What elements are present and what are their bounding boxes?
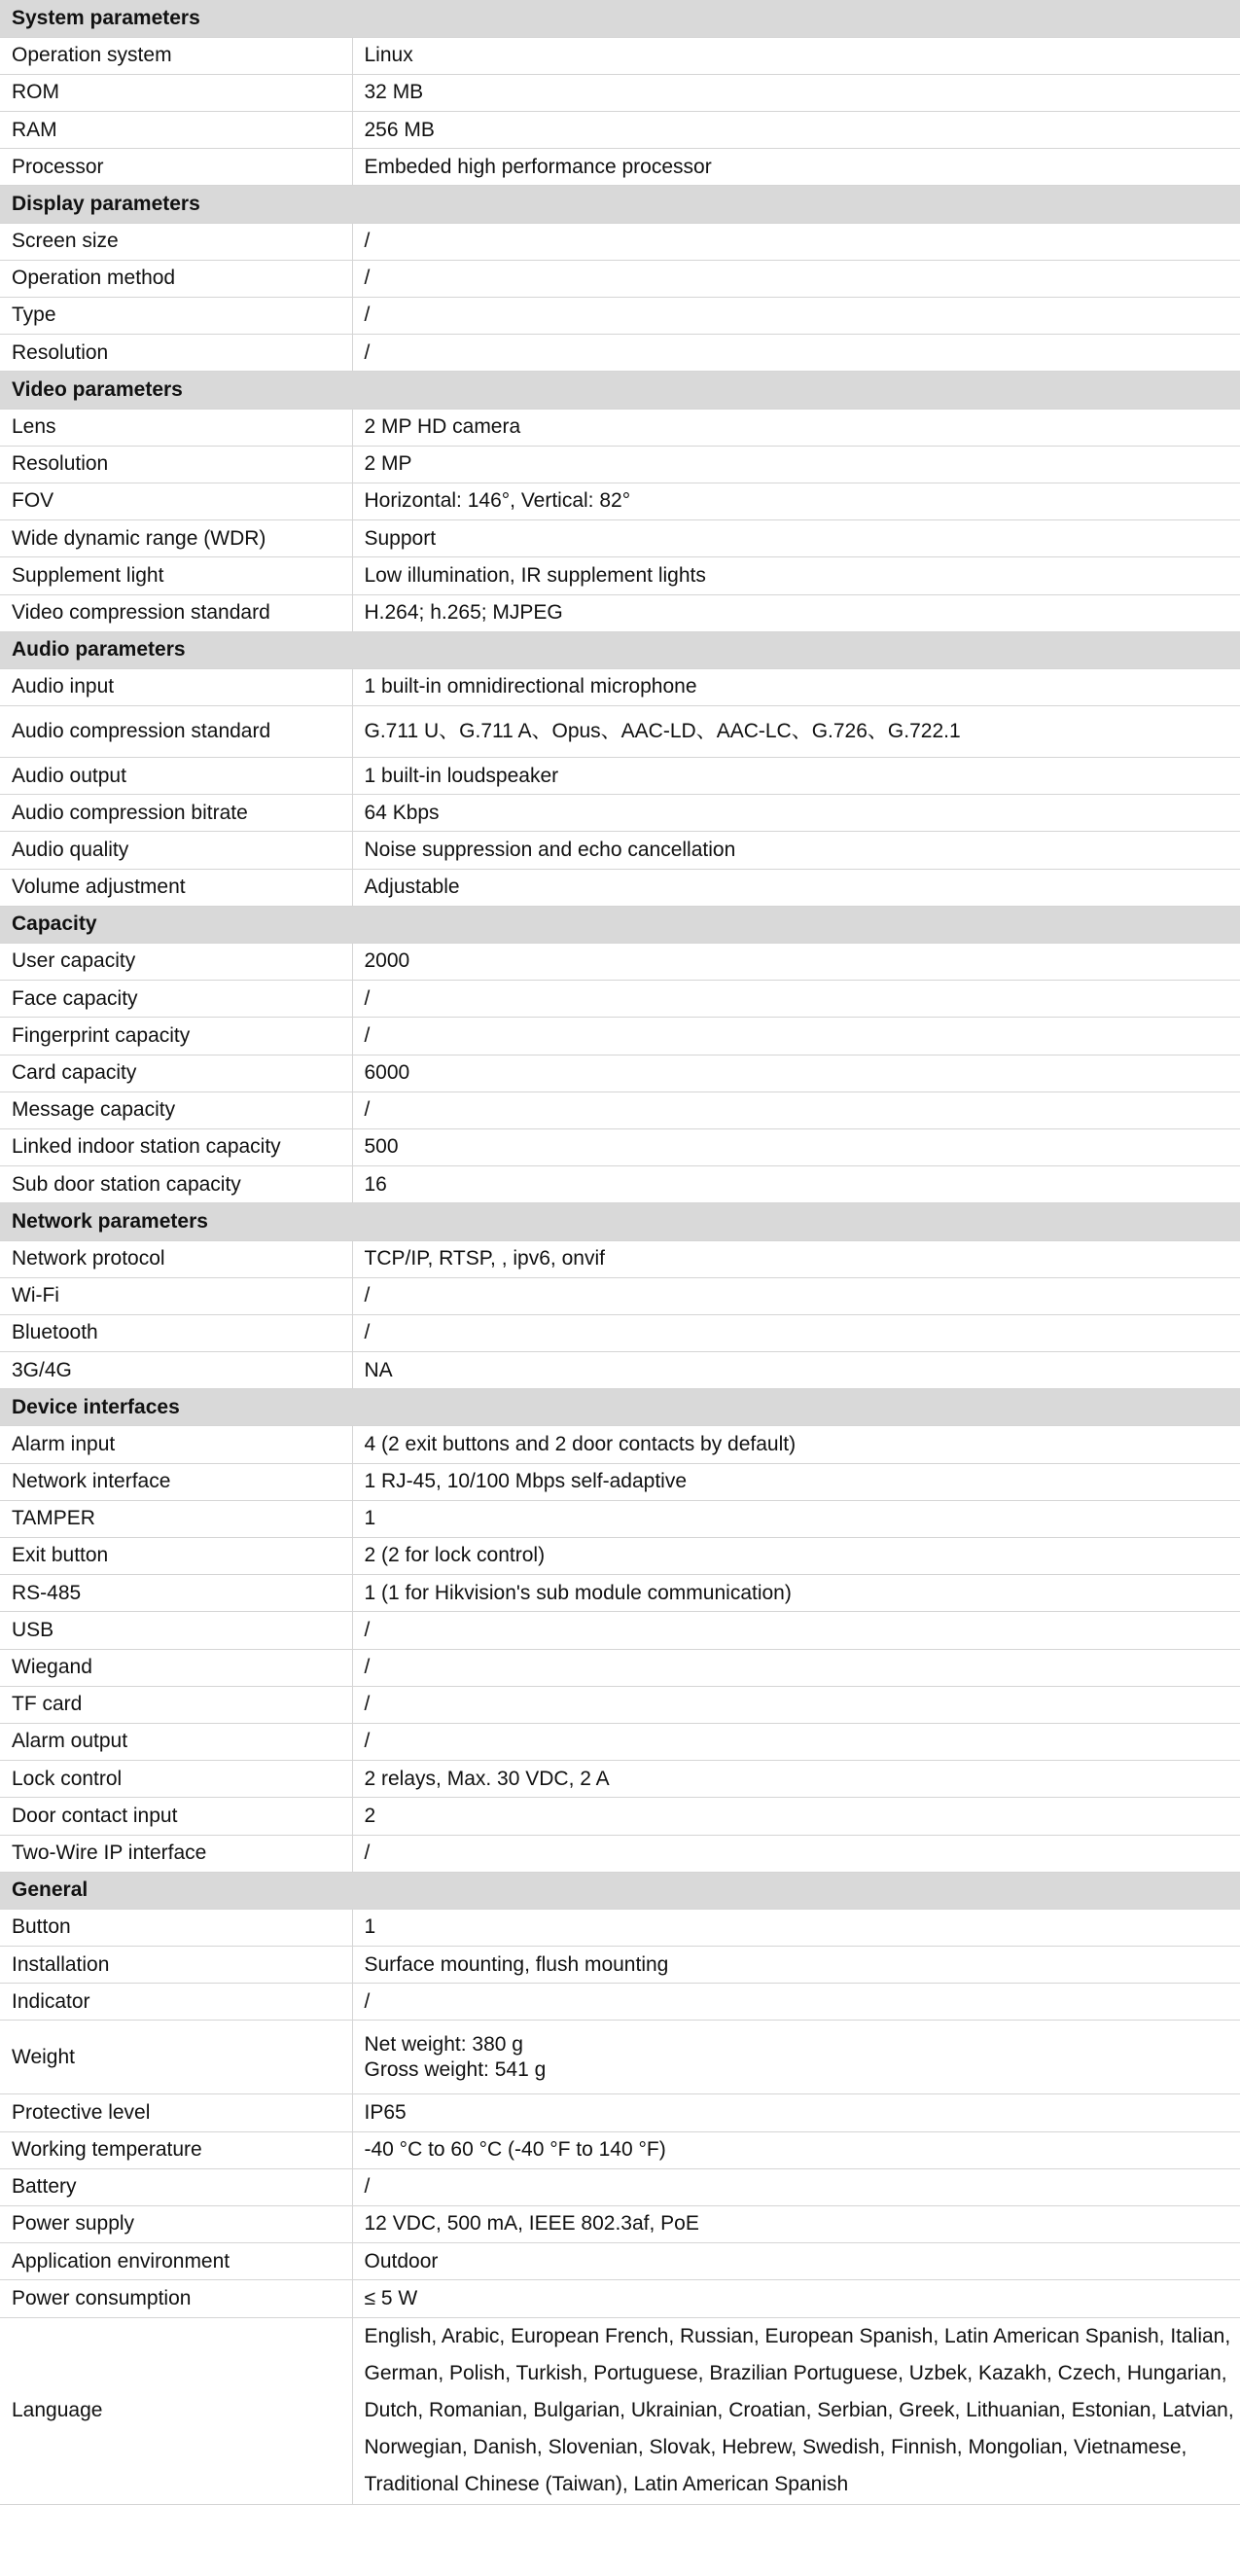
spec-row xyxy=(0,298,1240,335)
spec-label: FOV xyxy=(0,483,352,519)
spec-value: 16 xyxy=(352,1166,1240,1203)
spec-row xyxy=(0,1723,1240,1760)
spec-label: RS-485 xyxy=(0,1575,352,1612)
spec-label: Button xyxy=(0,1909,352,1946)
spec-label: Audio input xyxy=(0,668,352,705)
spec-value: 1 built-in loudspeaker xyxy=(352,758,1240,795)
spec-value: English, Arabic, European French, Russian, European Spanish, Latin American Spanish, Italian, German, Polish, Turkish, Portuguese, Brazilian Portuguese, Uzbek, Kazakh, Czech, Hungarian, Dutch, Romanian, Bulgarian, Ukrainian, Croatian, Serbian, Greek, Lithuanian, Estonian, Latvian, Norwegian, Danish, Slovenian, Slovak, Hebrew, Swedish, Finnish, Mongolian, Vietnamese, Traditional Chinese (Taiwan), Latin American Spanish xyxy=(352,2317,1240,2504)
spec-label: Wi-Fi xyxy=(0,1277,352,1314)
spec-label: USB xyxy=(0,1612,352,1649)
spec-row xyxy=(0,795,1240,832)
spec-value: TCP/IP, RTSP, , ipv6, onvif xyxy=(352,1240,1240,1277)
spec-value: NA xyxy=(352,1352,1240,1389)
spec-row xyxy=(0,2317,1240,2504)
spec-label: Battery xyxy=(0,2168,352,2205)
spec-label: Wiegand xyxy=(0,1649,352,1686)
spec-label: Volume adjustment xyxy=(0,869,352,906)
spec-value: Outdoor xyxy=(352,2243,1240,2280)
spec-label: Bluetooth xyxy=(0,1314,352,1351)
spec-row xyxy=(0,1761,1240,1798)
spec-row xyxy=(0,1538,1240,1575)
spec-value: 2 (2 for lock control) xyxy=(352,1538,1240,1575)
spec-label: Audio compression standard xyxy=(0,706,352,758)
spec-label: Lens xyxy=(0,409,352,446)
spec-row xyxy=(0,1500,1240,1537)
spec-label: Lock control xyxy=(0,1761,352,1798)
spec-value: Surface mounting, flush mounting xyxy=(352,1947,1240,1984)
spec-row xyxy=(0,1018,1240,1055)
spec-label: Message capacity xyxy=(0,1091,352,1128)
spec-value: 64 Kbps xyxy=(352,795,1240,832)
spec-row xyxy=(0,520,1240,557)
spec-row xyxy=(0,409,1240,446)
spec-label: RAM xyxy=(0,112,352,149)
spec-row xyxy=(0,112,1240,149)
spec-row xyxy=(0,1128,1240,1165)
spec-value: Noise suppression and echo cancellation xyxy=(352,832,1240,869)
section-title: Capacity xyxy=(0,906,1240,943)
spec-value: / xyxy=(352,1018,1240,1055)
spec-value-line: Net weight: 380 g xyxy=(364,2032,523,2056)
spec-value: / xyxy=(352,1649,1240,1686)
spec-value: / xyxy=(352,1723,1240,1760)
spec-label: Video compression standard xyxy=(0,594,352,631)
spec-row xyxy=(0,74,1240,111)
spec-value: / xyxy=(352,1984,1240,2021)
spec-row xyxy=(0,1426,1240,1463)
spec-value: / xyxy=(352,298,1240,335)
spec-label: Network protocol xyxy=(0,1240,352,1277)
spec-label: Indicator xyxy=(0,1984,352,2021)
spec-value: Embeded high performance processor xyxy=(352,149,1240,186)
spec-row xyxy=(0,1798,1240,1835)
spec-value: / xyxy=(352,223,1240,260)
spec-label: Screen size xyxy=(0,223,352,260)
spec-label: Operation method xyxy=(0,260,352,297)
spec-row xyxy=(0,1055,1240,1091)
section-header-row xyxy=(0,1389,1240,1426)
spec-value: Horizontal: 146°, Vertical: 82° xyxy=(352,483,1240,519)
spec-row xyxy=(0,1686,1240,1723)
spec-value: 2 MP xyxy=(352,446,1240,483)
spec-label: Application environment xyxy=(0,2243,352,2280)
spec-label: Network interface xyxy=(0,1463,352,1500)
spec-label: Sub door station capacity xyxy=(0,1166,352,1203)
section-title: Device interfaces xyxy=(0,1389,1240,1426)
spec-row xyxy=(0,223,1240,260)
spec-value: ≤ 5 W xyxy=(352,2280,1240,2317)
spec-value: 500 xyxy=(352,1128,1240,1165)
spec-row xyxy=(0,1166,1240,1203)
spec-value: H.264; h.265; MJPEG xyxy=(352,594,1240,631)
spec-row xyxy=(0,1091,1240,1128)
spec-value: / xyxy=(352,335,1240,372)
spec-row xyxy=(0,260,1240,297)
spec-label: Power supply xyxy=(0,2206,352,2243)
spec-label: Alarm output xyxy=(0,1723,352,1760)
spec-row xyxy=(0,2206,1240,2243)
spec-row xyxy=(0,981,1240,1018)
spec-label: Protective level xyxy=(0,2094,352,2131)
spec-row xyxy=(0,2243,1240,2280)
spec-label: Type xyxy=(0,298,352,335)
spec-value xyxy=(352,2021,1240,2094)
spec-row xyxy=(0,149,1240,186)
spec-label: Power consumption xyxy=(0,2280,352,2317)
spec-row xyxy=(0,557,1240,594)
spec-label: Audio compression bitrate xyxy=(0,795,352,832)
spec-row xyxy=(0,1463,1240,1500)
spec-value: 2 MP HD camera xyxy=(352,409,1240,446)
spec-value: 1 built-in omnidirectional microphone xyxy=(352,668,1240,705)
spec-value: 6000 xyxy=(352,1055,1240,1091)
spec-value: / xyxy=(352,1835,1240,1872)
spec-label: Resolution xyxy=(0,335,352,372)
spec-label: Audio quality xyxy=(0,832,352,869)
spec-label: Linked indoor station capacity xyxy=(0,1128,352,1165)
spec-label: Processor xyxy=(0,149,352,186)
spec-value: / xyxy=(352,260,1240,297)
spec-row xyxy=(0,668,1240,705)
spec-value: Support xyxy=(352,520,1240,557)
spec-row xyxy=(0,2168,1240,2205)
section-header-row xyxy=(0,906,1240,943)
spec-label: Operation system xyxy=(0,37,352,74)
spec-value: Low illumination, IR supplement lights xyxy=(352,557,1240,594)
spec-row xyxy=(0,944,1240,981)
spec-value: 32 MB xyxy=(352,74,1240,111)
spec-row xyxy=(0,1835,1240,1872)
spec-value: 1 xyxy=(352,1909,1240,1946)
spec-label: Exit button xyxy=(0,1538,352,1575)
spec-row xyxy=(0,1277,1240,1314)
spec-row xyxy=(0,1352,1240,1389)
spec-value: IP65 xyxy=(352,2094,1240,2131)
spec-row xyxy=(0,483,1240,519)
spec-value: 1 RJ-45, 10/100 Mbps self-adaptive xyxy=(352,1463,1240,1500)
spec-value-line: Gross weight: 541 g xyxy=(364,2057,547,2081)
spec-row xyxy=(0,1314,1240,1351)
spec-label: Door contact input xyxy=(0,1798,352,1835)
spec-value: -40 °C to 60 °C (-40 °F to 140 °F) xyxy=(352,2131,1240,2168)
spec-row xyxy=(0,2094,1240,2131)
spec-label: Language xyxy=(0,2317,352,2504)
spec-value: 1 xyxy=(352,1500,1240,1537)
spec-label: Resolution xyxy=(0,446,352,483)
spec-row xyxy=(0,1909,1240,1946)
section-title: Network parameters xyxy=(0,1203,1240,1240)
spec-value: / xyxy=(352,1314,1240,1351)
spec-value: / xyxy=(352,1686,1240,1723)
section-title: General xyxy=(0,1872,1240,1909)
spec-row xyxy=(0,869,1240,906)
spec-row xyxy=(0,2021,1240,2094)
spec-row xyxy=(0,832,1240,869)
spec-row xyxy=(0,446,1240,483)
section-header-row xyxy=(0,372,1240,409)
spec-value: 2000 xyxy=(352,944,1240,981)
spec-row xyxy=(0,1984,1240,2021)
section-title: Audio parameters xyxy=(0,631,1240,668)
spec-value: 4 (2 exit buttons and 2 door contacts by default) xyxy=(352,1426,1240,1463)
spec-label: Installation xyxy=(0,1947,352,1984)
spec-label: TF card xyxy=(0,1686,352,1723)
spec-label: 3G/4G xyxy=(0,1352,352,1389)
spec-row xyxy=(0,594,1240,631)
section-title: Video parameters xyxy=(0,372,1240,409)
spec-label: Alarm input xyxy=(0,1426,352,1463)
spec-label: Card capacity xyxy=(0,1055,352,1091)
spec-label: Two-Wire IP interface xyxy=(0,1835,352,1872)
spec-row xyxy=(0,1240,1240,1277)
spec-value: 1 (1 for Hikvision's sub module communication) xyxy=(352,1575,1240,1612)
spec-value: 2 relays, Max. 30 VDC, 2 A xyxy=(352,1761,1240,1798)
section-title: System parameters xyxy=(0,0,1240,37)
spec-row xyxy=(0,335,1240,372)
spec-row xyxy=(0,2131,1240,2168)
spec-row xyxy=(0,706,1240,758)
spec-value: 256 MB xyxy=(352,112,1240,149)
spec-value: G.711 U、G.711 A、Opus、AAC-LD、AAC-LC、G.726、G.722.1 xyxy=(352,706,1240,758)
spec-value: / xyxy=(352,1277,1240,1314)
spec-value: 12 VDC, 500 mA, IEEE 802.3af, PoE xyxy=(352,2206,1240,2243)
spec-label: User capacity xyxy=(0,944,352,981)
spec-label: TAMPER xyxy=(0,1500,352,1537)
spec-value: 2 xyxy=(352,1798,1240,1835)
spec-row xyxy=(0,1947,1240,1984)
spec-label: Face capacity xyxy=(0,981,352,1018)
spec-value: / xyxy=(352,2168,1240,2205)
section-header-row xyxy=(0,0,1240,37)
spec-label: Weight xyxy=(0,2021,352,2094)
spec-value: / xyxy=(352,1612,1240,1649)
spec-label: Wide dynamic range (WDR) xyxy=(0,520,352,557)
section-header-row xyxy=(0,1203,1240,1240)
section-header-row xyxy=(0,1872,1240,1909)
section-header-row xyxy=(0,186,1240,223)
spec-label: ROM xyxy=(0,74,352,111)
spec-row xyxy=(0,1649,1240,1686)
spec-row xyxy=(0,37,1240,74)
spec-label: Fingerprint capacity xyxy=(0,1018,352,1055)
spec-label: Working temperature xyxy=(0,2131,352,2168)
spec-row xyxy=(0,1612,1240,1649)
section-title: Display parameters xyxy=(0,186,1240,223)
spec-label: Supplement light xyxy=(0,557,352,594)
spec-row xyxy=(0,2280,1240,2317)
spec-value: / xyxy=(352,981,1240,1018)
spec-value: / xyxy=(352,1091,1240,1128)
spec-row xyxy=(0,758,1240,795)
section-header-row xyxy=(0,631,1240,668)
spec-label: Audio output xyxy=(0,758,352,795)
spec-row xyxy=(0,1575,1240,1612)
spec-value: Adjustable xyxy=(352,869,1240,906)
spec-value: Linux xyxy=(352,37,1240,74)
